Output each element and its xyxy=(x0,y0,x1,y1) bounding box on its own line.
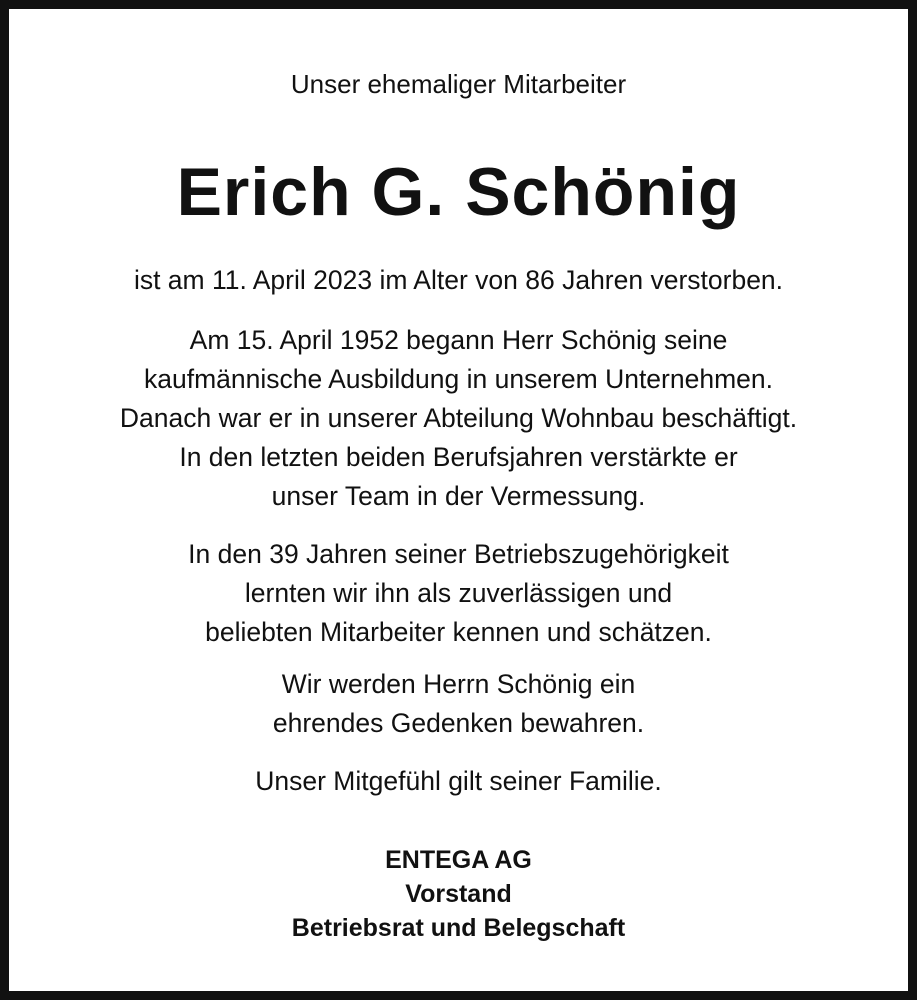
career-line: unser Team in der Vermessung. xyxy=(271,481,646,511)
tribute-paragraph xyxy=(9,535,908,652)
career-line: In den letzten beiden Berufsjahren verstärkte er xyxy=(179,442,738,472)
career-line: kaufmännische Ausbildung in unserem Unternehmen. xyxy=(143,364,773,394)
memory-line: ehrendes Gedenken bewahren. xyxy=(272,708,645,738)
deceased-name: Erich G. Schönig xyxy=(176,154,741,230)
tribute-line: In den 39 Jahren seiner Betriebszugehörigkeit xyxy=(188,539,729,569)
memory-paragraph xyxy=(9,665,908,743)
signature-block xyxy=(9,843,908,945)
memory-line: Wir werden Herrn Schönig ein xyxy=(281,669,636,699)
career-line: Am 15. April 1952 begann Herr Schönig seine xyxy=(189,325,728,355)
condolence-text: Unser Mitgefühl gilt seiner Familie. xyxy=(255,766,662,796)
tribute-line: beliebten Mitarbeiter kennen und schätzen. xyxy=(205,617,712,647)
staff-signature: Betriebsrat und Belegschaft xyxy=(291,914,626,942)
intro-text: Unser ehemaliger Mitarbeiter xyxy=(290,69,627,99)
tribute-line: lernten wir ihn als zuverlässigen und xyxy=(244,578,673,608)
death-announcement: ist am 11. April 2023 im Alter von 86 Jahren verstorben. xyxy=(133,265,784,295)
career-paragraph xyxy=(9,321,908,516)
career-line: Danach war er in unserer Abteilung Wohnbau beschäftigt. xyxy=(119,403,798,433)
company-name: ENTEGA AG xyxy=(385,846,532,874)
board-signature: Vorstand xyxy=(405,880,512,908)
